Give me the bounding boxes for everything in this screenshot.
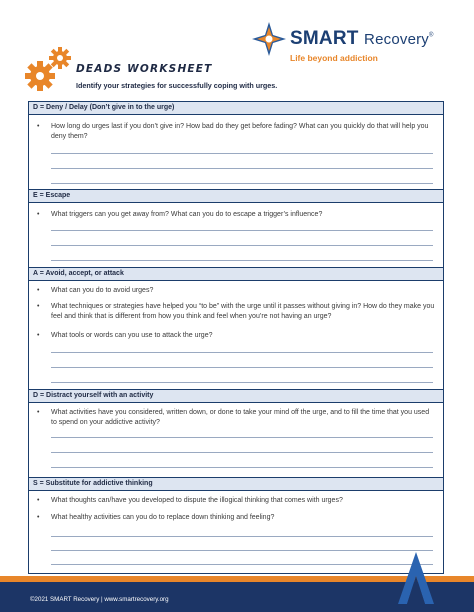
footer-text: ©2021 SMART Recovery | www.smartrecovery.org xyxy=(30,596,169,603)
answer-line[interactable] xyxy=(51,550,433,551)
answer-line[interactable] xyxy=(51,437,433,438)
section-heading: D = Distract yourself with an activity xyxy=(29,390,443,403)
logo-brand-suffix: Recovery xyxy=(364,31,430,48)
worksheet-subtitle: Identify your strategies for successfully coping with urges. xyxy=(76,81,278,90)
answer-line[interactable] xyxy=(51,230,433,231)
header xyxy=(0,0,474,100)
question-item xyxy=(37,513,435,523)
answer-line[interactable] xyxy=(51,536,433,537)
question-item xyxy=(37,122,435,141)
bullet-icon: • xyxy=(37,332,40,339)
answer-line[interactable] xyxy=(51,168,433,169)
question-item xyxy=(37,408,435,427)
answer-line[interactable] xyxy=(51,564,433,565)
answer-line[interactable] xyxy=(51,452,433,453)
logo-wordmark xyxy=(290,28,434,50)
section-deny-delay xyxy=(28,101,444,191)
answer-line[interactable] xyxy=(51,183,433,184)
section-substitute xyxy=(28,477,444,574)
trademark-mark: ® xyxy=(429,32,434,39)
answer-line[interactable] xyxy=(51,245,433,246)
compass-star-icon xyxy=(252,22,286,56)
section-avoid-accept-attack xyxy=(28,267,444,391)
bullet-icon: • xyxy=(37,497,40,504)
bullet-icon: • xyxy=(37,514,40,521)
answer-line[interactable] xyxy=(51,467,433,468)
question-text: How long do urges last if you don’t give in? How bad do they get before fading? What can you quickly do that will help you deny them? xyxy=(51,123,429,140)
question-text: What techniques or strategies have helped you “to be” with the urge until it passes without giving in? How do they make you feel and think that is different from how you think and feel when you’re not having an urge? xyxy=(51,303,435,320)
answer-line[interactable] xyxy=(51,382,433,383)
answer-line[interactable] xyxy=(51,367,433,368)
gears-icon xyxy=(24,46,74,92)
question-text: What can you do to avoid urges? xyxy=(51,287,154,294)
bullet-icon: • xyxy=(37,287,40,294)
question-text: What activities have you considered, written down, or done to take your mind off the urge, and to fill the time that you used to spend on your addictive activity? xyxy=(51,409,430,426)
question-item xyxy=(37,496,435,506)
bullet-icon: • xyxy=(37,409,40,416)
question-item xyxy=(37,286,435,296)
section-heading: A = Avoid, accept, or attack xyxy=(29,268,443,281)
worksheet-title: DEADS WORKSHEET xyxy=(76,63,213,75)
question-item xyxy=(37,331,435,341)
bullet-icon: • xyxy=(37,123,40,130)
bullet-icon: • xyxy=(37,211,40,218)
question-item xyxy=(37,302,435,321)
answer-line[interactable] xyxy=(51,260,433,261)
section-distract xyxy=(28,389,444,479)
question-text: What healthy activities can you do to replace down thinking and feeling? xyxy=(51,514,275,521)
section-heading: E = Escape xyxy=(29,190,443,203)
logo-a-icon xyxy=(398,552,434,604)
section-escape xyxy=(28,189,444,269)
answer-line[interactable] xyxy=(51,153,433,154)
logo-tagline: Life beyond addiction xyxy=(290,53,378,63)
smart-recovery-logo xyxy=(252,22,452,70)
answer-line[interactable] xyxy=(51,352,433,353)
section-heading: D = Deny / Delay (Don’t give in to the urge) xyxy=(29,102,443,115)
question-text: What tools or words can you use to attack the urge? xyxy=(51,332,213,339)
logo-brand: SMART xyxy=(290,28,359,49)
bullet-icon: • xyxy=(37,303,40,310)
question-text: What thoughts can/have you developed to dispute the illogical thinking that comes with urges? xyxy=(51,497,343,504)
section-heading: S = Substitute for addictive thinking xyxy=(29,478,443,491)
question-item xyxy=(37,210,435,220)
question-text: What triggers can you get away from? What can you do to escape a trigger’s influence? xyxy=(51,211,323,218)
